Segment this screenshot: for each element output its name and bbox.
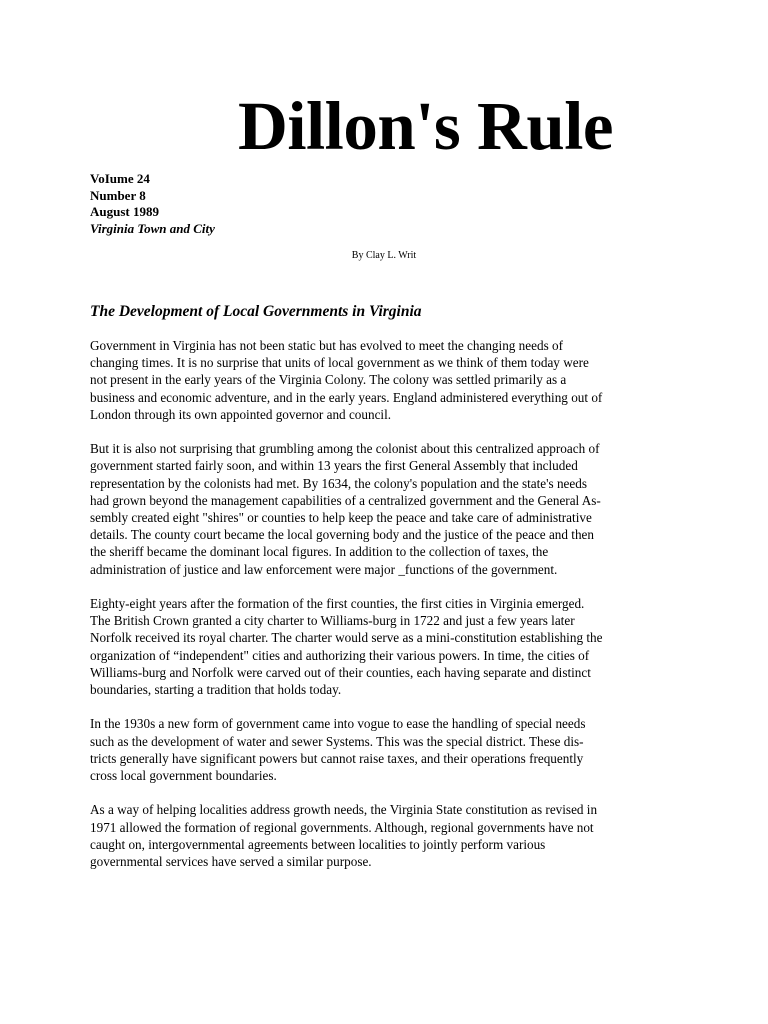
volume-label: VoIume 24 [90, 171, 150, 186]
issue-info [90, 171, 215, 237]
paragraph [90, 801, 690, 870]
paragraph-line: 1971 allowed the formation of regional governments. Although, regional governments have not [90, 819, 594, 835]
number-label: Number 8 [90, 187, 146, 203]
paragraph-line: had grown beyond the management capabilities of a centralized government and the General As- [90, 492, 601, 508]
paragraph-line: cross local government boundaries. [90, 768, 277, 784]
paragraph [90, 595, 690, 698]
paragraph [90, 715, 690, 784]
paragraph-line: London through its own appointed governor and council. [90, 406, 392, 422]
paragraph-line: the sheriff became the dominant local figures. In addition to the collection of taxes, the [90, 544, 549, 560]
paragraph [90, 440, 690, 578]
paragraph-line: Norfolk received its royal charter. The charter would serve as a mini-constitution establishing the [90, 630, 603, 646]
paragraph-line: In the 1930s a new form of government came into vogue to ease the handling of special needs [90, 716, 586, 732]
byline: By Clay L. Writ [351, 250, 417, 261]
article-body [90, 337, 690, 887]
paragraph-line: sembly created eight "shires" or counties to help keep the peace and take care of administrative [90, 510, 592, 526]
paragraph-line: organization of “independent" cities and authorizing their various powers. In time, the cities of [90, 647, 590, 663]
paragraph-line: details. The county court became the local governing body and the justice of the peace and then [90, 527, 594, 543]
paragraph-line: government started fairly soon, and within 13 years the first General Assembly that included [90, 458, 578, 474]
document-title: Dillon's Rule [238, 88, 613, 164]
paragraph-line: tricts generally have significant powers but cannot raise taxes, and their operations frequently [90, 750, 584, 766]
publication-name: Virginia Town and City [90, 220, 215, 236]
paragraph-line: representation by the colonists had met. By 1634, the colony's population and the state's needs [90, 475, 587, 491]
paragraph-line: such as the development of water and sewer Systems. This was the special district. These dis- [90, 733, 584, 749]
paragraph-line: governmental services have served a similar purpose. [90, 854, 372, 870]
paragraph-line: But it is also not surprising that grumbling among the colonist about this centralized approach of [90, 441, 600, 457]
paragraph-line: The British Crown granted a city charter to Williams-burg in 1722 and just a few years later [90, 613, 575, 629]
paragraph-line: Williams-burg and Norfolk were carved out of their counties, each having separate and distinct [90, 664, 591, 680]
paragraph [90, 337, 690, 423]
paragraph-line: not present in the early years of the Virginia Colony. The colony was settled primarily as a [90, 372, 567, 388]
paragraph-line: business and economic adventure, and in the early years. England administered everything out of [90, 389, 603, 405]
paragraph-line: As a way of helping localities address growth needs, the Virginia State constitution as revised in [90, 802, 598, 818]
paragraph-line: caught on, intergovernmental agreements between localities to jointly perform various [90, 836, 546, 852]
section-heading: The Development of Local Governments in Virginia [90, 303, 422, 320]
paragraph-line: Government in Virginia has not been static but has evolved to meet the changing needs of [90, 338, 563, 353]
paragraph-line: boundaries, starting a tradition that holds today. [90, 682, 342, 698]
date-label: August 1989 [90, 204, 159, 219]
paragraph-line: changing times. It is no surprise that units of local government as we think of them today were [90, 355, 589, 371]
paragraph-line: Eighty-eight years after the formation of the first counties, the first cities in Virginia emerged. [90, 596, 585, 612]
paragraph-line: administration of justice and law enforcement were major _functions of the government. [90, 561, 558, 577]
